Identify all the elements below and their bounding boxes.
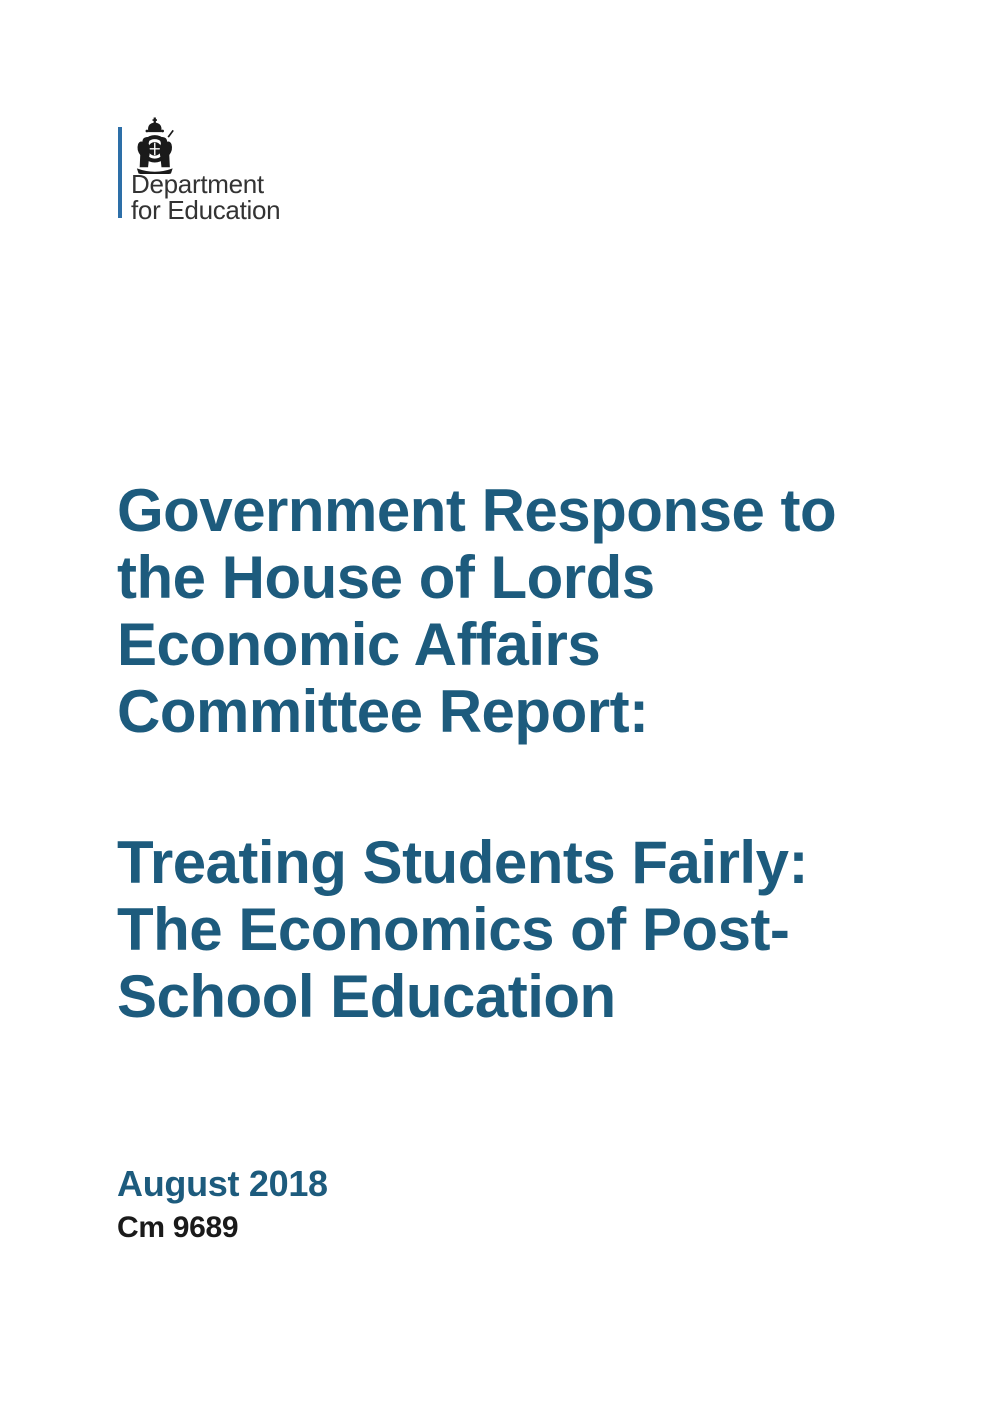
- report-title-line: Government Response to: [117, 477, 837, 544]
- royal-coat-of-arms-icon: [128, 117, 186, 174]
- logo-wordmark-line2: for Education: [131, 195, 281, 225]
- logo-blue-bar: [118, 127, 122, 218]
- report-title-line: Economic Affairs: [117, 611, 601, 678]
- logo-wordmark-line1: Department: [131, 169, 264, 199]
- command-paper-number: Cm 9689: [117, 1211, 239, 1244]
- report-title-line: Committee Report:: [117, 678, 649, 745]
- report-subtitle-line: Treating Students Fairly:: [117, 829, 808, 896]
- report-subtitle: [117, 829, 917, 1030]
- publication-date: August 2018: [117, 1163, 328, 1204]
- report-subtitle-line: The Economics of Post-: [117, 896, 790, 963]
- report-title: [117, 477, 917, 745]
- report-subtitle-line: School Education: [117, 963, 616, 1030]
- logo-wordmark: [131, 171, 280, 223]
- report-title-line: the House of Lords: [117, 544, 655, 611]
